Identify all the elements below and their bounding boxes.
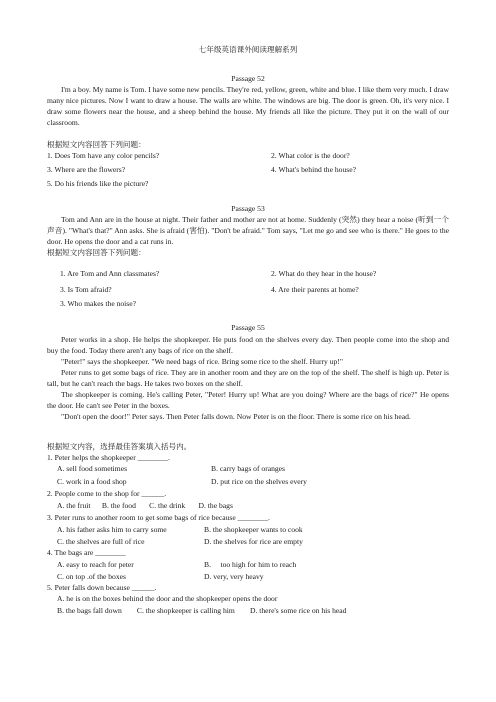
- passage-53-question-1: 1. Are Tom and Ann classmates?: [60, 269, 160, 278]
- passage-55-paragraph-4: The shopkeeper is coming. He's calling Peter, "Peter! Hurry up! What are you doing? Where are the bags of rice?" He opens the door. He can't see Peter in the boxes.: [47, 390, 449, 410]
- passage-53-instruction: 根据短文内容回答下列问题：: [47, 248, 146, 257]
- question-3-option-a: A. his father asks him to carry some: [57, 525, 167, 534]
- question-3-option-b: B. the shopkeeper wants to cook: [204, 525, 303, 534]
- passage-52-question-1: 1. Does Tom have any color pencils?: [47, 151, 160, 160]
- passage-52-text: I'm a boy. My name is Tom. I have some new pencils. They're red, yellow, green, white and blue. I like them very much. I draw many nice pictures. Now I want to draw a house. The walls are white. The windows are big. The door is green. Oh, it's very nice. I draw some flowers near the house, and a sheep behind the house. My friends all like the picture. They put it on the wall of our classroom.: [47, 85, 449, 127]
- question-4-option-d: D. very, very heavy: [204, 572, 264, 581]
- passage-52-question-3: 3. Where are the flowers?: [47, 165, 126, 174]
- passage-53-question-5: 3. Who makes the noise?: [60, 299, 136, 308]
- passage-53-text: Tom and Ann are in the house at night. Their father and mother are not at home. Suddenly (突然) they hear a noise (听到一个声音). "What's that?" Ann asks. She is afraid (害怕). "Don't be afraid." Tom says, "Let me go and see who is there." He goes to the door. He opens the door and a cat runs in.: [47, 215, 449, 246]
- question-1-option-a: A. sell food sometimes: [57, 464, 128, 473]
- question-1-option-c: C. work in a food shop: [57, 477, 127, 486]
- passage-52-instruction: 根据短文内容回答下列问题：: [47, 140, 146, 149]
- passage-53-question-2: 2. What do they hear in the house?: [271, 269, 377, 278]
- passage-52-question-4: 4. What's behind the house?: [271, 165, 356, 174]
- question-5-option-a: A. he is on the boxes behind the door and the shopkeeper opens the door: [57, 594, 278, 603]
- passage-55-paragraph-3: Peter runs to get some bags of rice. They are in another room and they are on the top of the shelf. The shelf is high up. Peter is tall, but he can't reach the bags. He takes two boxes on the shelf.: [47, 368, 449, 388]
- passage-55-question-1: 1. Peter helps the shopkeeper ________.: [47, 453, 170, 462]
- question-4-option-b: B. too high for him to reach: [204, 560, 297, 569]
- question-3-option-c: C. the shelves are full of rice: [57, 537, 145, 546]
- passage-55-question-5: 5. Peter falls down because ______.: [47, 583, 157, 592]
- document-title: 七年级英语课外阅读理解系列: [198, 45, 298, 54]
- passage-52-heading: Passage 52: [231, 74, 265, 83]
- passage-55-paragraph-2: "Peter!" says the shopkeeper. "We need bags of rice. Bring some rice to the shelf. Hurry up!": [61, 357, 343, 366]
- passage-53-heading: Passage 53: [231, 204, 265, 213]
- passage-55-question-4: 4. The bags are ________: [47, 548, 126, 557]
- question-3-option-d: D. the shelves for rice are empty: [204, 537, 303, 546]
- passage-52-question-2: 2. What color is the door?: [271, 151, 350, 160]
- question-5-options-bcd: B. the bags fall down C. the shopkeeper is calling him D. there's some rice on his head: [57, 606, 347, 615]
- passage-53-question-3: 3. Is Tom afraid?: [60, 285, 112, 294]
- question-4-option-c: C. on top .of the boxes: [57, 572, 126, 581]
- question-1-option-d: D. put rice on the shelves every: [211, 477, 307, 486]
- passage-53-question-4: 4. Are their parents at home?: [271, 285, 359, 294]
- question-1-option-b: B. carry bags of oranges: [211, 464, 286, 473]
- question-2-options: A. the fruit B. the food C. the drink D. the bags: [57, 501, 233, 510]
- passage-55-paragraph-5: "Don't open the door!" Peter says. Then Peter falls down. Now Peter is on the floor. There is some rice on his head.: [61, 412, 411, 421]
- passage-55-question-3: 3. Peter runs to another room to get some bags of rice because ________.: [47, 513, 270, 522]
- passage-55-heading: Passage 55: [231, 323, 265, 332]
- question-4-option-a: A. easy to reach for peter: [57, 560, 134, 569]
- passage-55-question-2: 2. People come to the shop for ______.: [47, 489, 167, 498]
- passage-55-paragraph-1: Peter works in a shop. He helps the shopkeeper. He puts food on the shelves every day. Then people come into the shop and buy the food. Today there aren't any bags of rice on the shelf.: [47, 335, 449, 355]
- passage-55-instruction: 根据短文内容，选择最佳答案填入括号内。: [47, 442, 192, 451]
- passage-52-question-5: 5. Do his friends like the picture?: [47, 179, 149, 188]
